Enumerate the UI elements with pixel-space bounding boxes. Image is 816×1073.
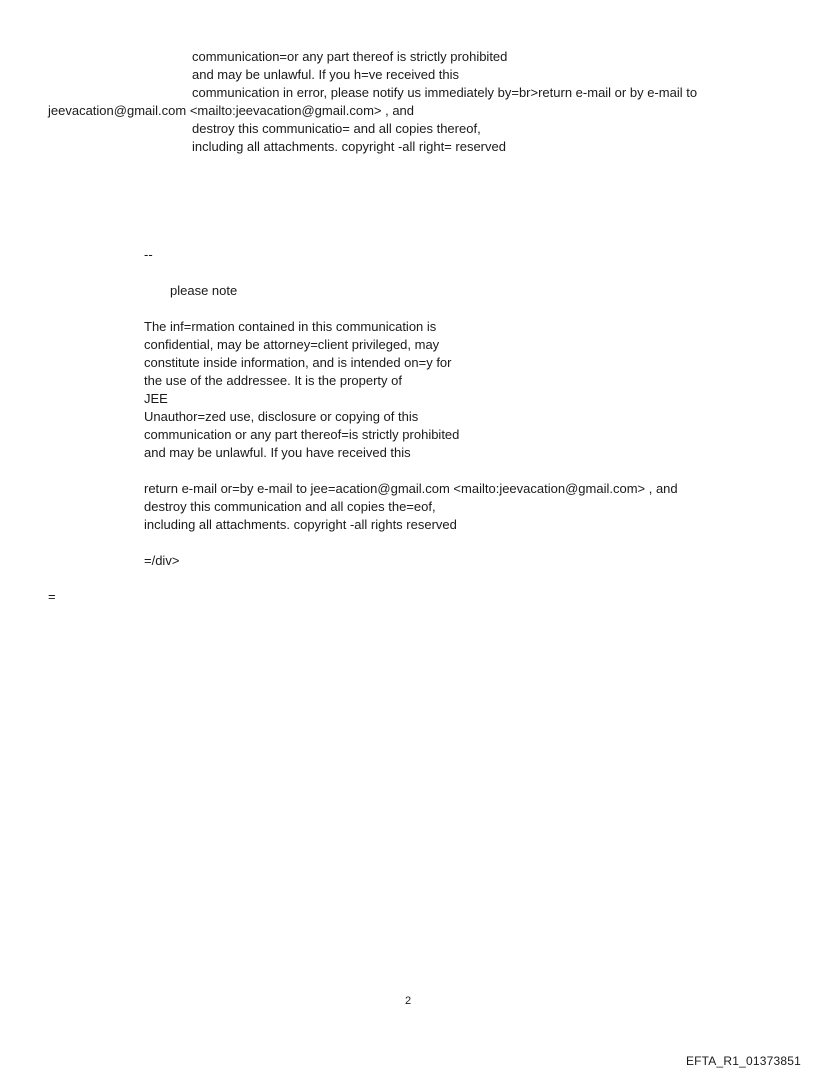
body-line: communication=or any part thereof is strictly prohibited bbox=[192, 49, 508, 64]
document-id: EFTA_R1_01373851 bbox=[685, 1054, 801, 1068]
body-line: including all attachments. copyright -all rights reserved bbox=[144, 517, 457, 532]
trailing-equals: = bbox=[48, 589, 56, 604]
body-line: including all attachments. copyright -all right= reserved bbox=[192, 139, 506, 154]
body-line: Unauthor=zed use, disclosure or copying of this bbox=[144, 409, 419, 424]
body-line: and may be unlawful. If you h=ve received this bbox=[192, 67, 460, 82]
body-line: constitute inside information, and is intended on=y for bbox=[144, 355, 452, 370]
body-line: confidential, may be attorney=client privileged, may bbox=[144, 337, 440, 352]
body-line: destroy this communication and all copies the=eof, bbox=[144, 499, 436, 514]
closing-div-text: =/div> bbox=[144, 553, 180, 568]
body-line: The inf=rmation contained in this communication is bbox=[144, 319, 437, 334]
page-number: 2 bbox=[404, 995, 412, 1007]
body-line: communication in error, please notify us immediately by=br>return e-mail or by e-mail to bbox=[192, 85, 698, 100]
body-line: communication or any part thereof=is strictly prohibited bbox=[144, 427, 460, 442]
body-line: return e-mail or=by e-mail to jee=acation@gmail.com <mailto:jeevacation@gmail.com> , and bbox=[144, 481, 678, 496]
body-line: destroy this communicatio= and all copies thereof, bbox=[192, 121, 481, 136]
please-note-heading: please note bbox=[170, 283, 238, 298]
body-line: and may be unlawful. If you have received this bbox=[144, 445, 411, 460]
body-line: JEE bbox=[144, 391, 168, 406]
body-line: jeevacation@gmail.com <mailto:jeevacation@gmail.com> , and bbox=[48, 103, 415, 118]
signature-separator: -- bbox=[144, 247, 153, 262]
body-line: the use of the addressee. It is the property of bbox=[144, 373, 402, 388]
